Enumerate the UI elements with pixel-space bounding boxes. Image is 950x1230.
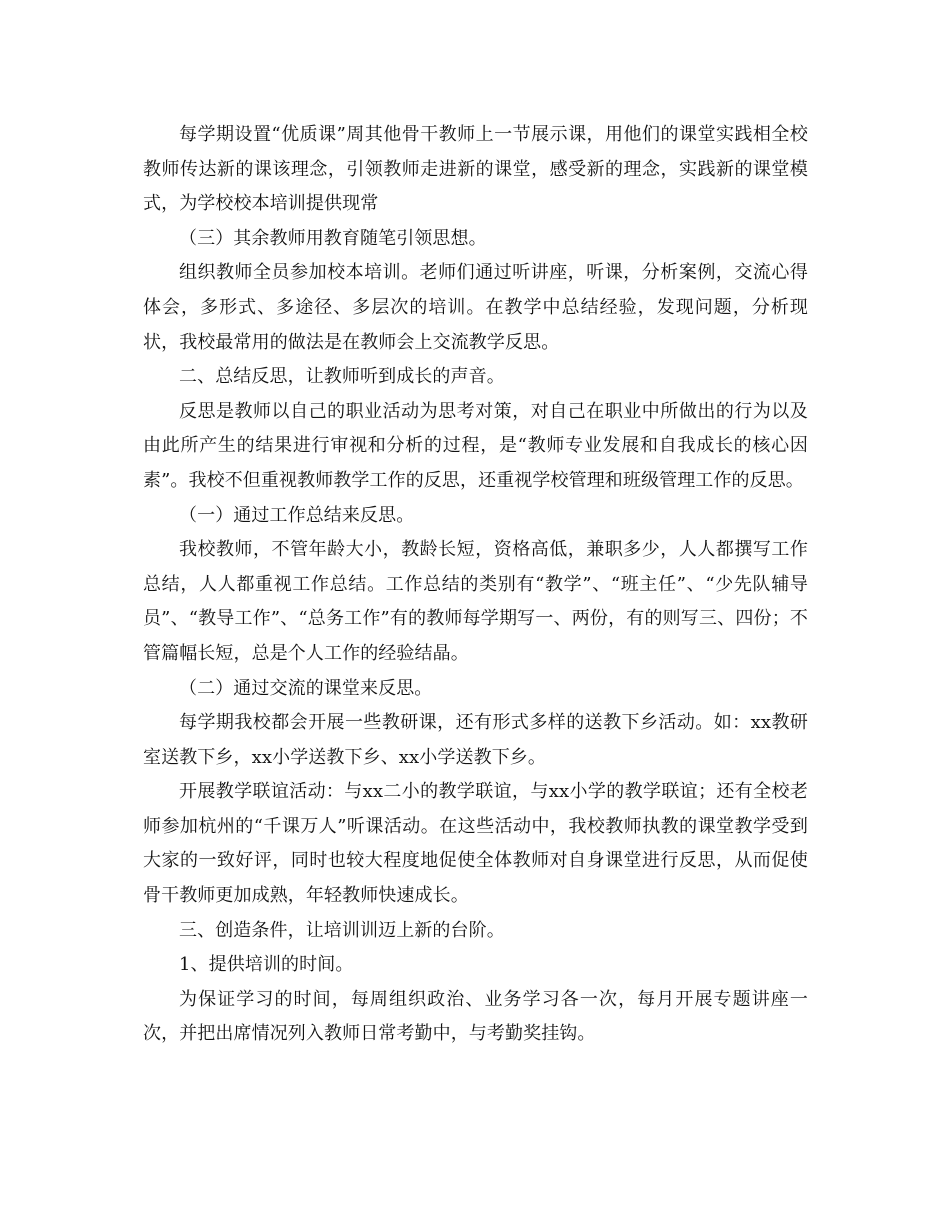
- section-heading-conditions: 三、创造条件，让培训训迈上新的台阶。: [179, 919, 505, 941]
- paragraph-teaching-exchange: 开展教学联谊活动：与xx二小的教学联谊，与xx小学的教学联谊；还有全校老师参加杭州的“千课万人”听课活动。在这些活动中，我校教师执教的课堂教学受到大家的一致好评，同时也较大程度地促使全体教师对自身课堂进行反思，从而促使骨干教师更加成熟，年轻教师快速成长。: [143, 781, 808, 907]
- paragraph-reflection-definition: 反思是教师以自己的职业活动为思考对策，对自己在职业中所做出的行为以及由此所产生的结果进行审视和分析的过程，是“教师专业发展和自我成长的核心因素”。我校不但重视教师教学工作的反思，还重视学校管理和班级管理工作的反思。: [143, 400, 808, 491]
- subheading-work-summary: （一）通过工作总结来反思。: [179, 504, 415, 526]
- document-body: [143, 118, 808, 1052]
- paragraph-study-schedule: 为保证学习的时间，每周组织政治、业务学习各一次，每月开展专题讲座一次，并把出席情况列入教师日常考勤中，与考勤奖挂钩。: [143, 988, 808, 1045]
- paragraph-work-summary: 我校教师，不管年龄大小，教龄长短，资格高低，兼职多少，人人都撰写工作总结，人人都重视工作总结。工作总结的类别有“教学”、“班主任”、“少先队辅导员”、“教导工作”、“总务工作”有的教师每学期写一、两份，有的则写三、四份；不管篇幅长短，总是个人工作的经验结晶。: [143, 539, 808, 664]
- subheading-training-time: 1、提供培训的时间。: [179, 954, 354, 976]
- paragraph-teaching-research: 每学期我校都会开展一些教研课，还有形式多样的送教下乡活动。如：xx教研室送教下乡，xx小学送教下乡、xx小学送教下乡。: [143, 712, 808, 768]
- subheading-classroom-exchange: （二）通过交流的课堂来反思。: [179, 677, 433, 699]
- section-heading-reflection: 二、总结反思，让教师听到成长的声音。: [179, 366, 505, 388]
- subheading-essays: （三）其余教师用教育随笔引领思想。: [179, 227, 487, 249]
- paragraph-school-training: 组织教师全员参加校本培训。老师们通过听讲座，听课，分析案例，交流心得体会，多形式、多途径、多层次的培训。在教学中总结经验，发现问题，分析现状，我校最常用的做法是在教师会上交流教学反思。: [143, 262, 808, 353]
- paragraph-showcase-lessons: 每学期设置“优质课”周其他骨干教师上一节展示课，用他们的课堂实践相全校教师传达新的课该理念，引领教师走进新的课堂，感受新的理念，实践新的课堂模式，为学校校本培训提供现常: [143, 124, 808, 215]
